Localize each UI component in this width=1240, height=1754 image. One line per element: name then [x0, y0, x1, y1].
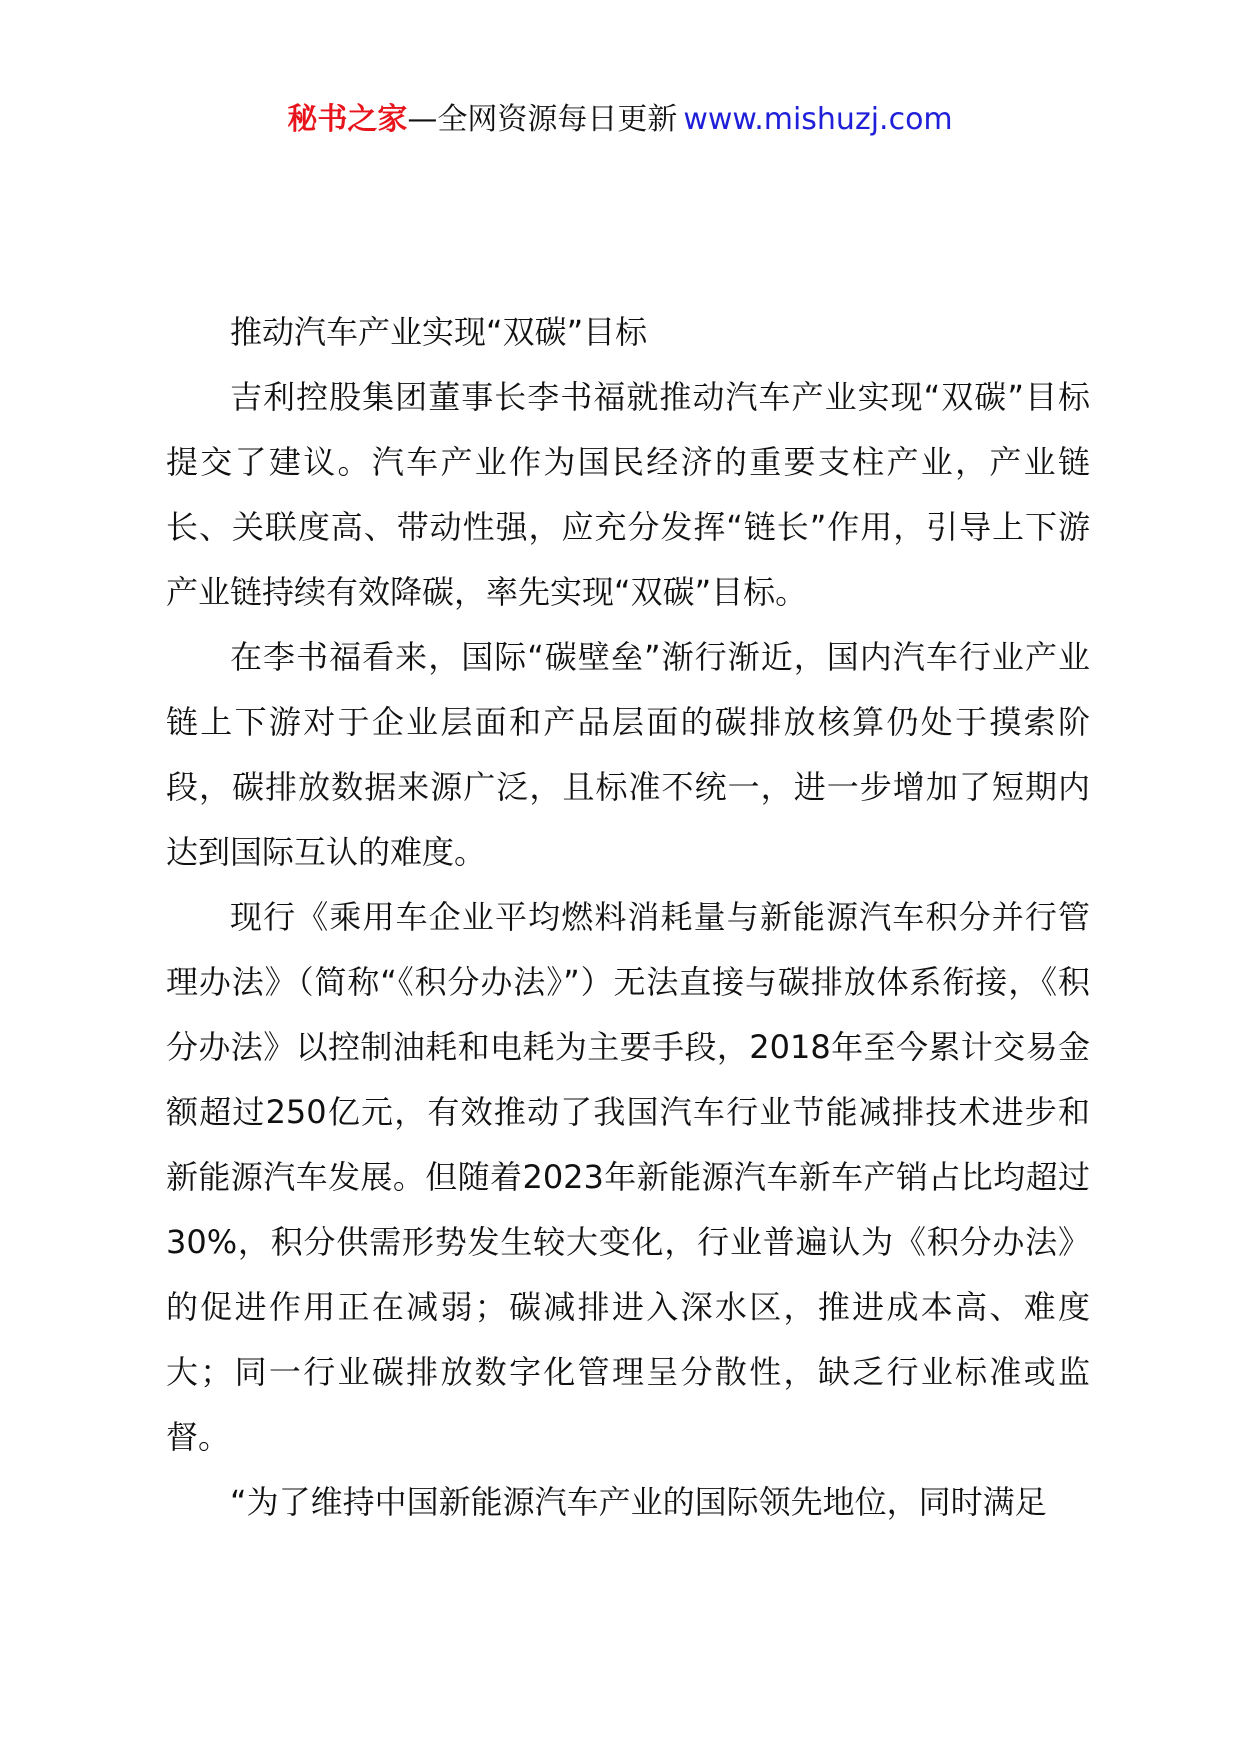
site-brand: 秘书之家 [287, 102, 408, 137]
article-paragraph-3: 现行《乘用车企业平均燃料消耗量与新能源汽车积分并行管理办法》（简称“《积分办法》”）无法直接与碳排放体系衔接，《积分办法》以控制油耗和电耗为主要手段，2018年至今累计交易金额超过250亿元，有效推动了我国汽车行业节能减排技术进步和新能源汽车发展。但随着2023年新能源汽车新车产销占比均超过30%，积分供需形势发生较大变化，行业普遍认为《积分办法》的促进作用正在减弱；碳减排进入深水区，推进成本高、难度大；同一行业碳排放数字化管理呈分散性，缺乏行业标准或监督。 [166, 898, 1090, 1456]
article-paragraph-1: 吉利控股集团董事长李书福就推动汽车产业实现“双碳”目标提交了建议。汽车产业作为国民经济的重要支柱产业，产业链长、关联度高、带动性强，应充分发挥“链长”作用，引导上下游产业链持续有效降碳，率先实现“双碳”目标。 [166, 378, 1090, 611]
article-paragraph-2: 在李书福看来，国际“碳壁垒”渐行渐近，国内汽车行业产业链上下游对于企业层面和产品层面的碳排放核算仍处于摸索阶段，碳排放数据来源广泛，且标准不统一，进一步增加了短期内达到国际互认的难度。 [166, 638, 1090, 871]
article-paragraph-4: “为了维持中国新能源汽车产业的国际领先地位，同时满足 [230, 1483, 1047, 1521]
article-body [166, 300, 1090, 1535]
article-title: 推动汽车产业实现“双碳”目标 [230, 313, 648, 351]
site-url-link[interactable]: www.mishuzj.com [683, 102, 953, 137]
site-slogan: —全网资源每日更新 [407, 102, 678, 137]
site-header [0, 100, 1240, 140]
